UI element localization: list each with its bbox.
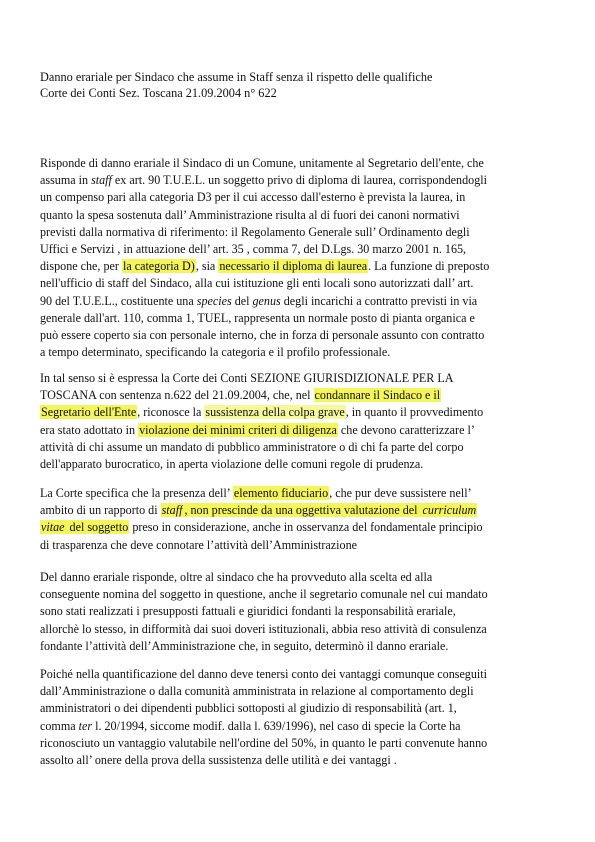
text-line: assuma in staff ex art. 90 T.U.E.L. un soggetto privo di diploma di laurea, corrispondendogli: [40, 173, 487, 188]
highlighted-text: sussistenza della colpa grave: [205, 405, 345, 420]
italic-term: genus: [252, 293, 281, 308]
text-line: assolto all’ onere della prova della sussistenza delle utilità e dei vantaggi .: [40, 753, 397, 768]
paragraph-5: [40, 666, 570, 769]
text-line: attività di chi assume un mandato di pubblico amministratore o di chi fa parte del corpo: [40, 439, 464, 454]
paragraph-2: [40, 370, 570, 473]
text-line: Segretario dell'Ente, riconosce la sussistenza della colpa grave, in quanto il provvedimento: [41, 405, 484, 420]
highlighted-text: violazione dei minimi criteri di diligenza: [139, 422, 337, 437]
text-line: di trasparenza che deve connotare l’attività dell’Amministrazione: [40, 537, 357, 552]
text-line: fondante l’attività dell’Amministrazione che, in seguito, determinò il danno erariale.: [40, 638, 449, 653]
italic-term: species: [196, 293, 232, 308]
heading-citation: Corte dei Conti Sez. Toscana 21.09.2004 n° 622: [40, 86, 277, 100]
text-line: quanto la spesa sostenuta dall’ Amministrazione risulta al di fuori dei canoni normativi: [40, 207, 460, 222]
text-line: Poiché nella quantificazione del danno deve tenersi conto dei vantaggi comunque conseguiti: [40, 667, 487, 681]
highlighted-text: del soggetto: [66, 520, 129, 535]
text-line: un compenso pari alla categoria D3 per il cui accesso dall'esterno è prevista la laurea, in: [40, 190, 466, 205]
heading-title: Danno erariale per Sindaco che assume in Staff senza il rispetto delle qualifiche: [40, 70, 433, 84]
text-line: La Corte specifica che la presenza dell’ elemento fiduciario, che pur deve sussistere nell’: [40, 486, 472, 500]
text-line: conseguente nomina del soggetto in questione, anche il segretario comunale nel cui mandato: [40, 587, 488, 602]
document-heading: [40, 69, 570, 101]
italic-term: staff: [91, 173, 112, 188]
text-line: dispone che, per la categoria D), sia necessario il diploma di laurea. La funzione di preposto: [40, 259, 490, 274]
text-line: riconosciuto un vantaggio valutabile nell'ordine del 50%, in quanto le parti convenute hanno: [40, 735, 488, 750]
text-line: sono stati realizzati i presupposti fattuali e giuridici fondanti la responsabilità erariale,: [40, 604, 456, 619]
highlighted-text: Segretario dell'Ente: [41, 405, 137, 420]
highlighted-text: elemento fiduciario: [233, 486, 329, 500]
text-line: TOSCANA con sentenza n.622 del 21.09.2004, che, nel condannare il Sindaco e il: [40, 388, 441, 403]
text-line: amministratori o dei dipendenti pubblici sottoposti al giudizio di responsabilità (art. 1,: [40, 701, 457, 716]
highlighted-text: la categoria D): [122, 259, 195, 274]
highlighted-italic-term: curriculum: [422, 503, 477, 518]
paragraph-4: [40, 569, 570, 655]
italic-term: ter: [78, 718, 93, 733]
text-line: 90 del T.U.E.L., costituente una species del genus degli incarichi a contratto previsti in via: [40, 293, 478, 308]
text-line: dall’Amministrazione o dalla comunità amministrata in relazione al comportamento degli: [40, 684, 474, 699]
text-line: ambito di un rapporto di staff , non prescinde da una oggettiva valutazione del curriculum: [40, 503, 477, 518]
highlighted-text: necessario il diploma di laurea: [219, 259, 368, 274]
text-line: previsti dalla normativa di riferimento: il Regolamento Generale sull’ Ordinamento degli: [40, 224, 470, 239]
highlighted-text: condannare il Sindaco e il: [314, 388, 441, 403]
text-line: In tal senso si è espressa la Corte dei Conti SEZIONE GIURISDIZIONALE PER LA: [40, 371, 454, 385]
paragraph-3: [40, 485, 570, 554]
text-line: nell'ufficio di staff del Sindaco, alla cui istituzione gli enti locali sono autorizzati dall’ art.: [40, 276, 474, 291]
text-line: dell'apparato burocratico, in aperta violazione delle comuni regole di prudenza.: [40, 457, 424, 472]
text-line: generale dall'art. 110, comma 1, TUEL, rappresenta un normale posto di pianta organica e: [40, 310, 475, 325]
text-line: a tempo determinato, specificando la categoria e il profilo professionale.: [40, 345, 391, 360]
paragraph-1: [40, 155, 570, 361]
text-line: era stato adottato in violazione dei minimi criteri di diligenza che devono caratterizzare l’: [40, 422, 475, 437]
text-line: Del danno erariale risponde, oltre al sindaco che ha provveduto alla scelta ed alla: [40, 570, 433, 584]
text-line: può essere coperto sia con personale interno, che in forza di personale assunto con contratto: [40, 328, 485, 343]
text-line: allorchè lo stesso, in difformità dai suoi doveri istituzionali, abbia reso attività di consulenza: [40, 621, 487, 636]
text-line: Uffici e Servizi , in attuazione dell’ art. 35 , comma 7, del D.Lgs. 30 marzo 2001 n. 165,: [40, 242, 467, 257]
highlighted-italic-term: staff: [161, 503, 183, 518]
text-line: vitae del soggetto preso in considerazione, anche in osservanza del fondamentale principio: [41, 520, 483, 535]
highlighted-text: , non prescinde da una oggettiva valutazione del: [184, 503, 421, 518]
highlighted-italic-term: vitae: [41, 520, 65, 535]
text-line: comma ter l. 20/1994, siccome modif. dalla l. 639/1996), nel caso di specie la Corte ha: [40, 718, 461, 733]
text-line: Risponde di danno erariale il Sindaco di un Comune, unitamente al Segretario dell'ente, che: [40, 156, 484, 170]
